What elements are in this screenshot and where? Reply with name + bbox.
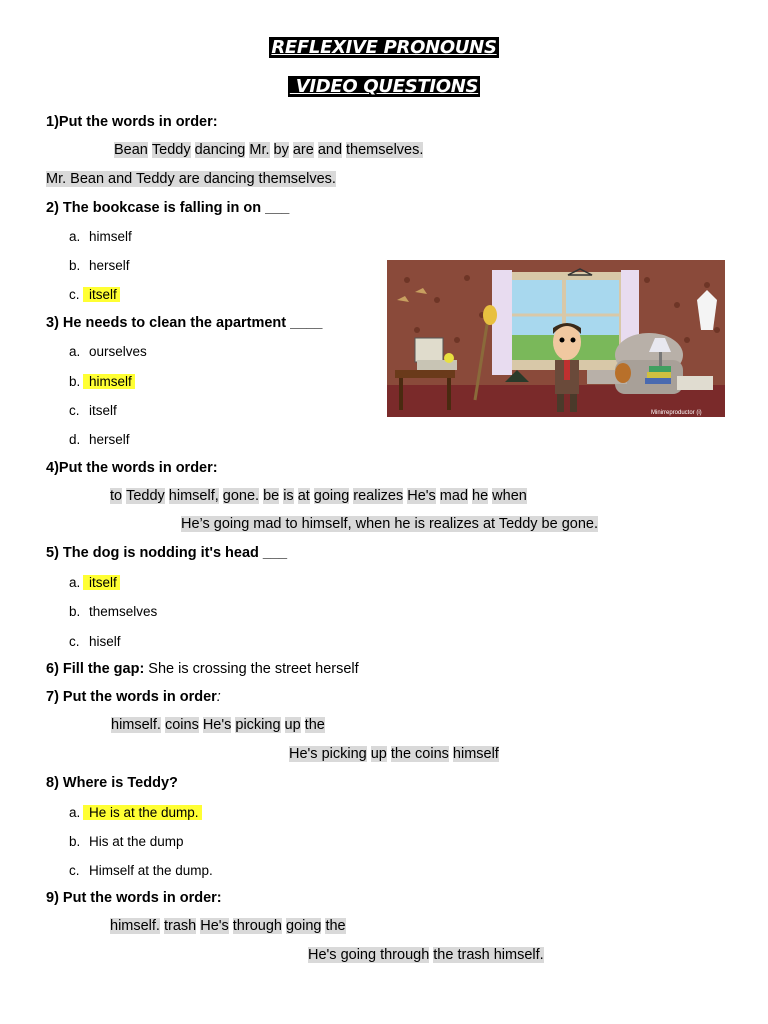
option-letter: b. <box>69 834 81 849</box>
answer-part: the coins <box>390 746 449 762</box>
word-chip: realizes <box>353 488 404 504</box>
cartoon-room-illustration <box>387 260 725 417</box>
word-chip: himself, <box>168 488 219 504</box>
option-text: himself <box>83 374 135 389</box>
worksheet-subtitle <box>0 76 768 97</box>
word-chip: Bean <box>114 142 148 158</box>
option-letter: c. <box>69 863 80 878</box>
question-2: 2) The bookcase is falling in on ___ <box>46 200 290 216</box>
question-4: 4)Put the words in order: <box>46 460 218 476</box>
question-3: 3) He needs to clean the apartment ____ <box>46 315 323 331</box>
word-chip: himself. <box>111 717 161 733</box>
word-chip: picking <box>235 717 281 733</box>
question-1: 1)Put the words in order: <box>46 114 218 130</box>
question-7 <box>46 689 221 705</box>
word-chip: going <box>285 918 322 934</box>
option-letter: b. <box>69 258 81 273</box>
option-text: His at the dump <box>89 834 184 849</box>
word-chip: coins <box>164 717 199 733</box>
question-colon: : <box>216 689 221 705</box>
question-6 <box>46 661 359 677</box>
q2-option-c-selected[interactable] <box>69 287 120 302</box>
word-chip: he <box>472 488 489 504</box>
answer-part: He's going through <box>308 947 430 963</box>
word-chip: himself. <box>110 918 160 934</box>
word-chip: to <box>110 488 123 504</box>
question-8: 8) Where is Teddy? <box>46 775 178 791</box>
q8-option-c[interactable] <box>69 863 213 878</box>
q9-answer <box>308 947 544 963</box>
word-chip: Teddy <box>151 142 191 158</box>
option-text: herself <box>89 258 130 273</box>
option-text: herself <box>89 432 130 447</box>
question-5: 5) The dog is nodding it's head ___ <box>46 545 288 561</box>
option-text: hiself <box>89 634 121 649</box>
word-chip: gone. <box>222 488 260 504</box>
answer-part: the trash himself. <box>433 947 544 963</box>
word-chip: Mr. <box>249 142 270 158</box>
option-text: itself <box>89 403 117 418</box>
option-letter: a. <box>69 805 81 820</box>
word-chip: up <box>284 717 301 733</box>
option-letter: c. <box>69 403 80 418</box>
answer-text: Mr. Bean and Teddy are dancing themselves. <box>46 171 336 187</box>
q3-option-d[interactable] <box>69 432 130 447</box>
option-text: itself <box>83 287 120 302</box>
title-line-2: VIDEO QUESTIONS <box>289 76 479 97</box>
question-9: 9) Put the words in order: <box>46 890 222 906</box>
q3-option-b-selected[interactable] <box>69 374 135 389</box>
word-chip: be <box>263 488 280 504</box>
word-chip: at <box>297 488 310 504</box>
word-chip: the <box>304 717 325 733</box>
flower-icon <box>444 353 454 363</box>
option-text: themselves <box>89 604 158 619</box>
title-line-1: REFLEXIVE PRONOUNS <box>271 37 497 58</box>
option-letter: a. <box>69 575 81 590</box>
option-letter: a. <box>69 229 81 244</box>
word-chip: He's <box>407 488 436 504</box>
q8-option-a-selected[interactable] <box>69 805 202 820</box>
option-text: He is at the dump. <box>83 805 202 820</box>
q9-scrambled-words <box>110 918 346 934</box>
option-text: Himself at the dump. <box>89 863 213 878</box>
option-letter: c. <box>69 287 80 302</box>
answer-text: He’s going mad to himself, when he is realizes at Teddy be gone. <box>181 516 598 532</box>
word-chip: by <box>273 142 289 158</box>
word-chip: the <box>325 918 346 934</box>
q2-option-a[interactable] <box>69 229 132 244</box>
answer-part: up <box>370 746 387 762</box>
option-letter: d. <box>69 432 81 447</box>
answer-part: himself <box>452 746 499 762</box>
word-chip: when <box>492 488 527 504</box>
q2-option-b[interactable] <box>69 258 130 273</box>
q4-scrambled-words <box>110 488 527 504</box>
q1-answer <box>46 171 336 187</box>
fill-gap-label: 6) Fill the gap: <box>46 661 145 677</box>
word-chip: is <box>283 488 294 504</box>
computer-icon <box>415 338 443 362</box>
word-chip: going <box>313 488 350 504</box>
question-text: 7) Put the words in order <box>46 689 217 705</box>
option-letter: b. <box>69 374 81 389</box>
q4-answer <box>181 516 598 532</box>
answer-part: He's picking <box>289 746 367 762</box>
image-watermark: Minirreproductor (i) <box>651 410 702 416</box>
q5-option-c[interactable] <box>69 634 121 649</box>
option-letter: b. <box>69 604 81 619</box>
word-chip: He's <box>200 918 229 934</box>
q8-option-b[interactable] <box>69 834 184 849</box>
option-text: ourselves <box>89 344 147 359</box>
option-letter: a. <box>69 344 81 359</box>
word-chip: He's <box>202 717 232 733</box>
option-text: itself <box>83 575 120 590</box>
q7-scrambled-words <box>111 717 325 733</box>
q5-option-b[interactable] <box>69 604 157 619</box>
q1-scrambled-words <box>114 142 423 158</box>
q3-option-a[interactable] <box>69 344 147 359</box>
word-chip: are <box>292 142 314 158</box>
option-letter: c. <box>69 634 80 649</box>
word-chip: Teddy <box>126 488 165 504</box>
left-curtain <box>492 270 512 375</box>
word-chip: and <box>317 142 343 158</box>
fill-gap-answer: She is crossing the street herself <box>144 661 359 677</box>
q5-option-a-selected[interactable] <box>69 575 120 590</box>
worksheet-title <box>0 37 768 58</box>
word-chip: dancing <box>194 142 246 158</box>
q7-answer <box>289 746 499 762</box>
teddy-bear-icon <box>615 363 631 383</box>
word-chip: through <box>232 918 282 934</box>
option-text: himself <box>89 229 132 244</box>
word-chip: trash <box>163 918 197 934</box>
word-chip: mad <box>439 488 469 504</box>
desk <box>395 370 455 378</box>
word-chip: themselves. <box>346 142 424 158</box>
q3-option-c[interactable] <box>69 403 117 418</box>
